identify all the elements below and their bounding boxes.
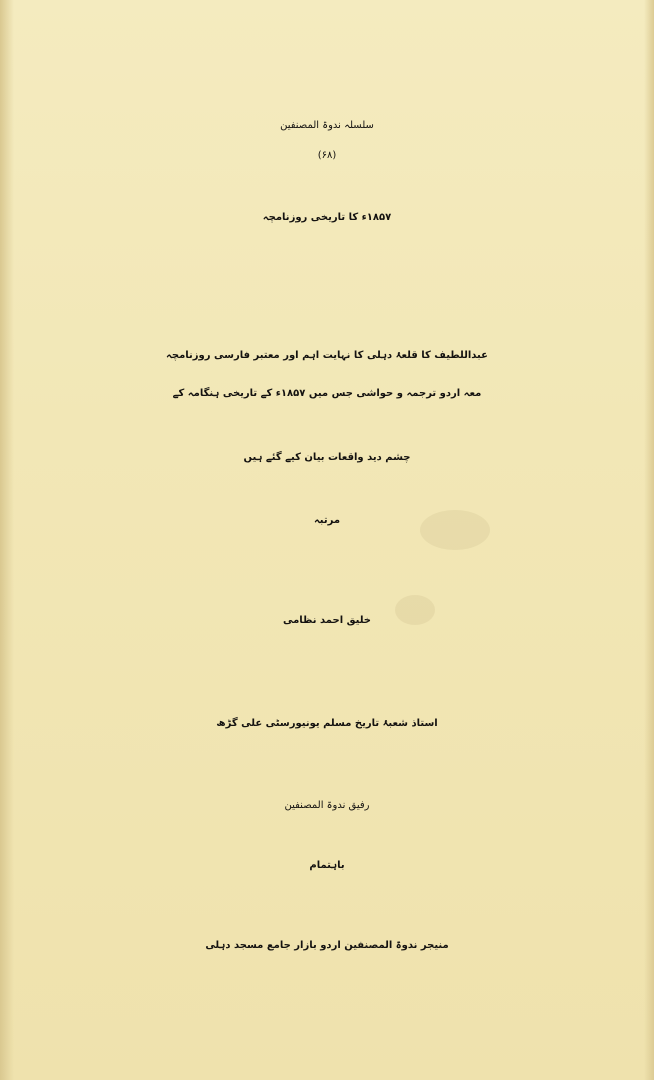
paper-edge-left [0,0,14,1080]
description-line: معہ اردو ترجمہ و حواشی جس میں ۱۸۵۷ء کے تاریخی ہنگامہ کے [172,388,482,399]
description-line: عبداللطیف کا قلعۂ دہلی کا نہایت اہم اور معتبر فارسی روزنامچہ [166,350,488,361]
author-position: استاذ شعبۂ تاریخ مسلم یونیورسٹی علی گڑھ [216,718,438,729]
author-name: خلیق احمد نظامی [282,615,372,626]
book-title: ۱۸۵۷ء کا تاریخی روزنامچہ [262,212,392,223]
arranged-by-label: باہتمام [309,860,345,871]
paper-edge-right [644,0,654,1080]
author-fellowship: رفیق ندوۃ المصنفین [284,800,370,811]
publisher: منیجر ندوۃ المصنفین اردو بازار جامع مسجد دہلی [205,940,449,951]
description-line: چشم دید واقعات بیان کیے گئے ہیں [243,452,411,463]
series-name: سلسلہ ندوۃ المصنفین [280,120,374,131]
series-number: (۶۸) [317,150,337,161]
compiled-by-label: مرتبہ [313,515,341,526]
